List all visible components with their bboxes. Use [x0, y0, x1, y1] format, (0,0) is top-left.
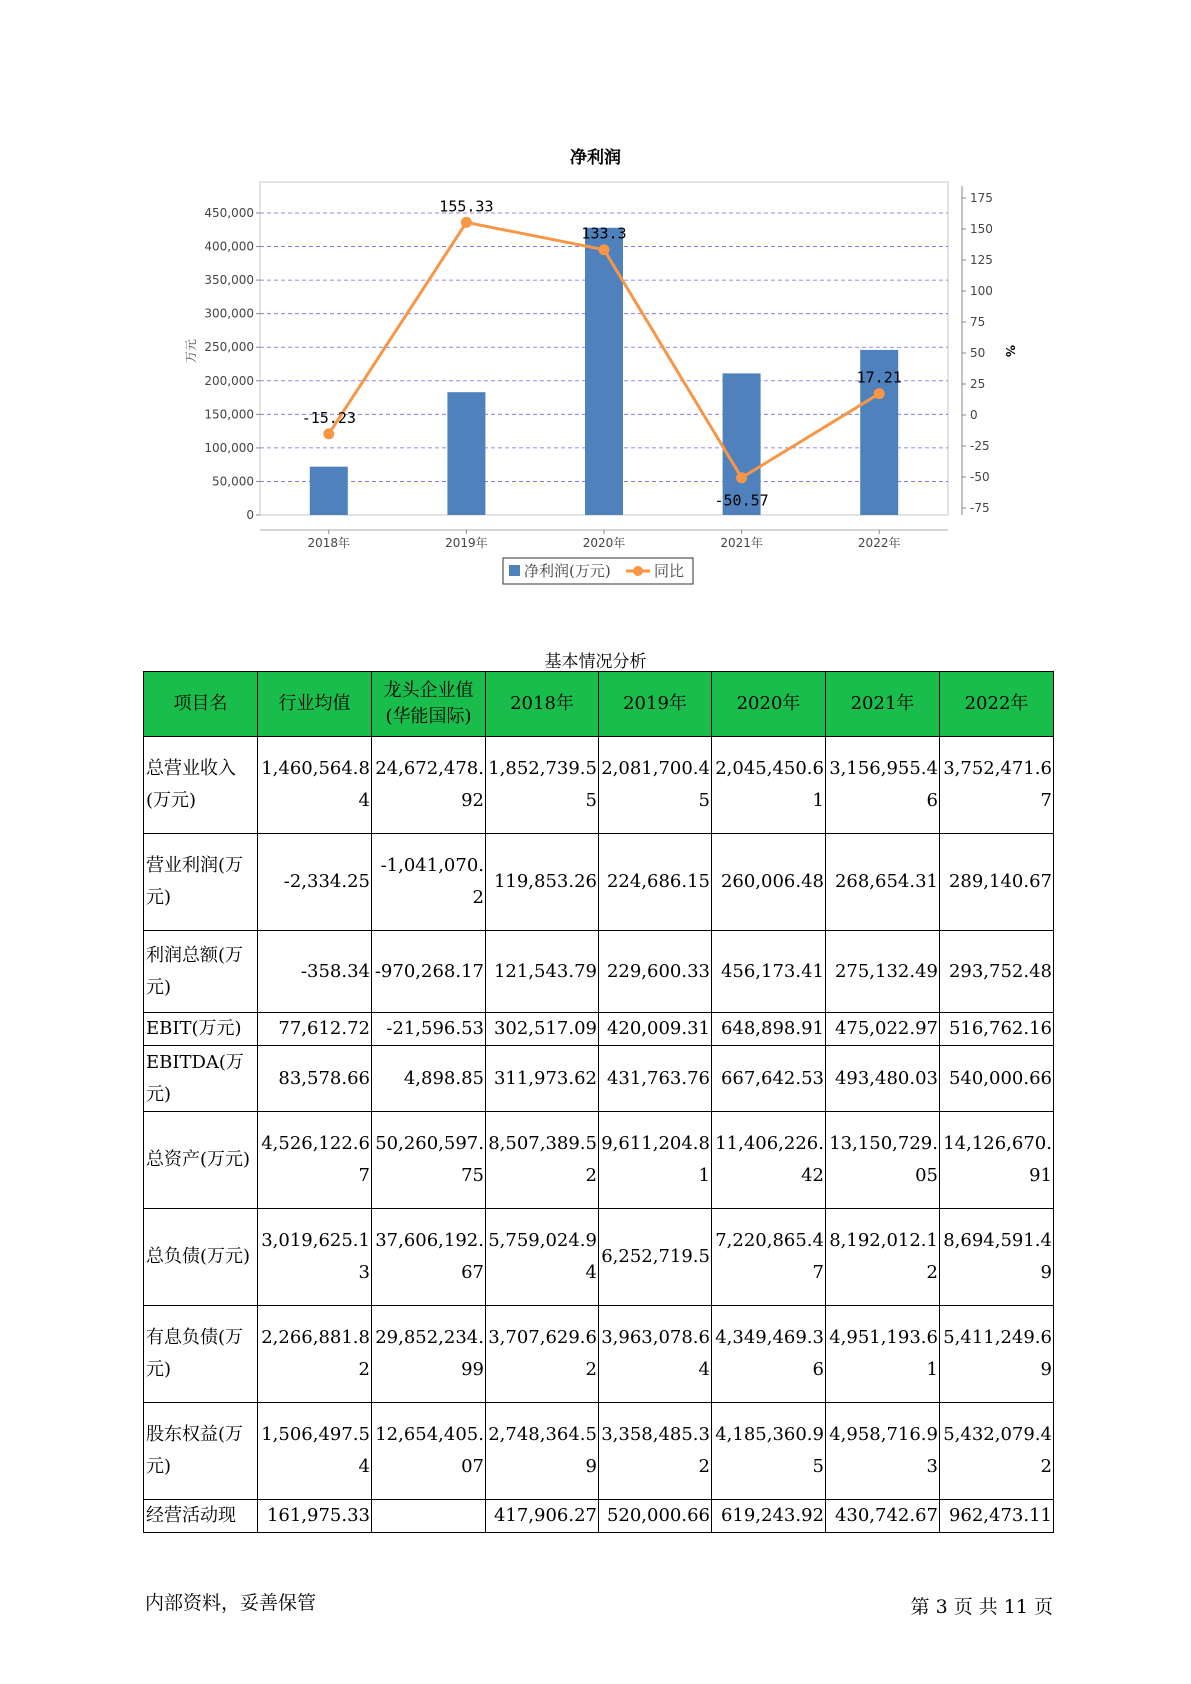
table-row [144, 1500, 1054, 1533]
table-cell: 311,973.62 [486, 1046, 599, 1112]
row-label: 总负债(万元) [144, 1209, 258, 1306]
table-cell: 4,349,469.36 [712, 1306, 826, 1403]
row-label: EBITDA(万元) [144, 1046, 258, 1112]
row-label: 总资产(万元) [144, 1112, 258, 1209]
table-cell: 14,126,670.91 [940, 1112, 1054, 1209]
table-cell: 275,132.49 [826, 931, 940, 1013]
table-cell: 7,220,865.47 [712, 1209, 826, 1306]
table-row [144, 1046, 1054, 1112]
column-header: 行业均值 [258, 672, 372, 737]
column-header: 2021年 [826, 672, 940, 737]
table-cell: 13,150,729.05 [826, 1112, 940, 1209]
table-cell: 420,009.31 [599, 1013, 712, 1046]
table-cell: -2,334.25 [258, 834, 372, 931]
table-cell: 293,752.48 [940, 931, 1054, 1013]
yoy-point [599, 244, 610, 255]
table-cell: 2,081,700.45 [599, 737, 712, 834]
bar-2019年 [447, 392, 485, 515]
table-cell: 540,000.66 [940, 1046, 1054, 1112]
column-header: 2018年 [486, 672, 599, 737]
row-label: 总营业收入(万元) [144, 737, 258, 834]
table-cell: 4,526,122.67 [258, 1112, 372, 1209]
table-cell: 2,266,881.82 [258, 1306, 372, 1403]
right-axis-title: % [1003, 344, 1017, 358]
table-cell: 77,612.72 [258, 1013, 372, 1046]
table-cell: 5,759,024.94 [486, 1209, 599, 1306]
footer-confidential-note: 内部资料，妥善保管 [145, 1592, 317, 1614]
row-label: 营业利润(万元) [144, 834, 258, 931]
table-cell: 430,742.67 [826, 1500, 940, 1533]
table-cell: 8,694,591.49 [940, 1209, 1054, 1306]
table-cell: 4,185,360.95 [712, 1403, 826, 1500]
table-cell: 5,411,249.69 [940, 1306, 1054, 1403]
table-cell: 3,752,471.67 [940, 737, 1054, 834]
legend-bar-swatch [509, 565, 520, 576]
table-row [144, 737, 1054, 834]
table-cell: 520,000.66 [599, 1500, 712, 1533]
table-cell: 289,140.67 [940, 834, 1054, 931]
column-header: 2022年 [940, 672, 1054, 737]
yoy-data-label: -50.57 [714, 491, 769, 510]
legend-line-marker [633, 566, 643, 576]
table-cell: 302,517.09 [486, 1013, 599, 1046]
table-cell: 3,019,625.13 [258, 1209, 372, 1306]
left-tick-label: 350,000 [204, 273, 254, 288]
left-tick-label: 400,000 [204, 239, 254, 254]
table-row [144, 931, 1054, 1013]
table-cell: 493,480.03 [826, 1046, 940, 1112]
table-cell: 648,898.91 [712, 1013, 826, 1046]
table-cell: 224,686.15 [599, 834, 712, 931]
right-tick-label: 125 [970, 253, 993, 267]
table-cell: 431,763.76 [599, 1046, 712, 1112]
table-cell: 119,853.26 [486, 834, 599, 931]
yoy-point [461, 217, 472, 228]
row-label: EBIT(万元) [144, 1013, 258, 1046]
table-cell: 4,958,716.93 [826, 1403, 940, 1500]
table-cell: 417,906.27 [486, 1500, 599, 1533]
table-row [144, 1112, 1054, 1209]
table-cell: 1,852,739.55 [486, 737, 599, 834]
table-row [144, 1013, 1054, 1046]
table-cell: 3,963,078.64 [599, 1306, 712, 1403]
table-cell: 516,762.16 [940, 1013, 1054, 1046]
x-tick-label: 2019年 [445, 536, 488, 550]
table-cell: 4,898.85 [372, 1046, 486, 1112]
table-cell: 2,748,364.59 [486, 1403, 599, 1500]
row-label: 有息负债(万元) [144, 1306, 258, 1403]
row-label: 经营活动现 [144, 1500, 258, 1533]
yoy-point [323, 428, 334, 439]
left-tick-label: 450,000 [204, 206, 254, 220]
table-cell: 667,642.53 [712, 1046, 826, 1112]
right-tick-label: 150 [970, 222, 993, 236]
column-header: 2020年 [712, 672, 826, 737]
left-tick-label: 0 [246, 508, 254, 522]
table-cell [372, 1500, 486, 1533]
footer-page-number: 第 3 页 共 11 页 [910, 1596, 1053, 1618]
table-cell: 9,611,204.81 [599, 1112, 712, 1209]
table-cell: 5,432,079.42 [940, 1403, 1054, 1500]
table-cell: 37,606,192.67 [372, 1209, 486, 1306]
basic-analysis-table [143, 671, 1054, 1533]
table-row [144, 1209, 1054, 1306]
right-tick-label: 100 [970, 284, 993, 298]
left-axis-title: 万元 [184, 338, 198, 364]
table-cell: 260,006.48 [712, 834, 826, 931]
table-cell: 619,243.92 [712, 1500, 826, 1533]
table-cell: 962,473.11 [940, 1500, 1054, 1533]
x-tick-label: 2018年 [307, 536, 351, 550]
yoy-data-label: 133.3 [581, 224, 627, 243]
table-cell: 456,173.41 [712, 931, 826, 1013]
right-tick-label: -50 [970, 470, 990, 484]
right-tick-label: -25 [970, 439, 990, 453]
yoy-point [874, 388, 885, 399]
right-tick-label: 75 [970, 315, 986, 329]
yoy-data-label: 17.21 [856, 368, 902, 387]
table-cell: 8,192,012.12 [826, 1209, 940, 1306]
legend-bar-label: 净利润(万元) [524, 562, 611, 580]
right-tick-label: 175 [970, 191, 993, 205]
yoy-data-label: 155.33 [439, 197, 494, 216]
table-row [144, 1403, 1054, 1500]
row-label: 股东权益(万元) [144, 1403, 258, 1500]
left-tick-label: 300,000 [204, 306, 254, 321]
table-cell: 3,156,955.46 [826, 737, 940, 834]
x-tick-label: 2020年 [582, 536, 626, 550]
yoy-data-label: -15.23 [301, 408, 356, 427]
table-cell: 161,975.33 [258, 1500, 372, 1533]
table-cell: 12,654,405.07 [372, 1403, 486, 1500]
table-cell: 50,260,597.75 [372, 1112, 486, 1209]
table-row [144, 1306, 1054, 1403]
left-tick-label: 200,000 [204, 373, 254, 388]
left-tick-label: 150,000 [204, 407, 254, 422]
column-header: 龙头企业值 (华能国际) [372, 672, 486, 737]
right-tick-label: -75 [970, 501, 990, 515]
table-cell: 3,358,485.32 [599, 1403, 712, 1500]
chart-title: 净利润 [570, 148, 621, 168]
table-cell: 24,672,478.92 [372, 737, 486, 834]
table-cell: 8,507,389.52 [486, 1112, 599, 1209]
table-cell: -358.34 [258, 931, 372, 1013]
table-cell: 11,406,226.42 [712, 1112, 826, 1209]
table-cell: 2,045,450.61 [712, 737, 826, 834]
column-header: 项目名 [144, 672, 258, 737]
right-tick-label: 50 [970, 346, 986, 360]
left-tick-label: 50,000 [212, 474, 254, 489]
table-cell: 1,460,564.84 [258, 737, 372, 834]
table-cell: 229,600.33 [599, 931, 712, 1013]
yoy-point [736, 472, 747, 483]
legend-line-label: 同比 [654, 562, 685, 580]
right-tick-label: 0 [970, 408, 978, 422]
table-row [144, 834, 1054, 931]
table-cell: 268,654.31 [826, 834, 940, 931]
table-caption: 基本情况分析 [544, 652, 647, 672]
x-tick-label: 2021年 [720, 536, 763, 550]
table-cell: 1,506,497.54 [258, 1403, 372, 1500]
column-header: 2019年 [599, 672, 712, 737]
bar-2018年 [310, 467, 348, 515]
table-cell: -21,596.53 [372, 1013, 486, 1046]
table-cell: 29,852,234.99 [372, 1306, 486, 1403]
table-cell: 3,707,629.62 [486, 1306, 599, 1403]
table-cell: 121,543.79 [486, 931, 599, 1013]
table-cell: 475,022.97 [826, 1013, 940, 1046]
net-profit-chart [0, 0, 1191, 620]
right-tick-label: 25 [970, 377, 986, 391]
left-tick-label: 250,000 [204, 340, 254, 355]
table-cell: 83,578.66 [258, 1046, 372, 1112]
x-tick-label: 2022年 [857, 536, 901, 550]
table-header-row [144, 672, 1054, 737]
left-tick-label: 100,000 [204, 440, 254, 455]
table-cell: -1,041,070.2 [372, 834, 486, 931]
row-label: 利润总额(万元) [144, 931, 258, 1013]
table-cell: -970,268.17 [372, 931, 486, 1013]
table-cell: 4,951,193.61 [826, 1306, 940, 1403]
table-cell: 6,252,719.5 [599, 1209, 712, 1306]
